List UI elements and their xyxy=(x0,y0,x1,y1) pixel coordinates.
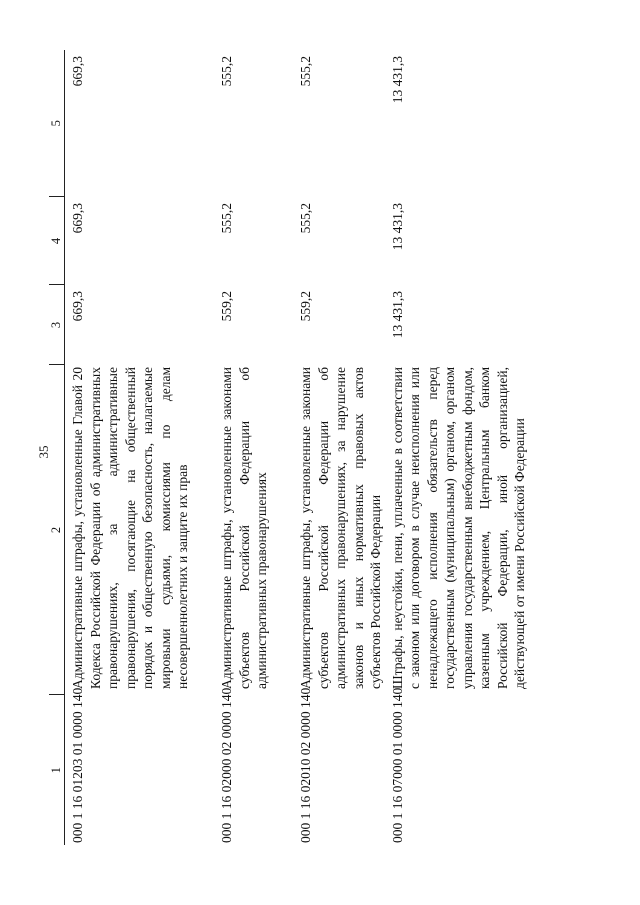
value-col5: 555,2 xyxy=(219,56,234,87)
value-col3: 559,2 xyxy=(298,291,313,322)
column-header-3: 3 xyxy=(49,285,65,365)
header-row xyxy=(49,50,65,845)
value-col5: 555,2 xyxy=(298,56,313,87)
value-col4: 555,2 xyxy=(219,203,234,234)
row-description: Административные штрафы, установленные законами субъектов Российской Федерации об административных правонарушениях, за нарушение законов и иных нормативных правовых актов субъектов Российской Федерации xyxy=(298,367,383,689)
budget-code: 000 1 16 01203 01 0000 140 xyxy=(70,687,85,843)
value-col4: 669,3 xyxy=(70,203,85,234)
value-col3: 669,3 xyxy=(70,291,85,322)
value-col5: 13 431,3 xyxy=(389,56,405,104)
value-col4: 555,2 xyxy=(298,203,313,234)
column-header-2: 2 xyxy=(49,365,65,695)
budget-code: 000 1 16 02000 02 0000 140 xyxy=(219,687,234,843)
row-description: Штрафы, неустойки, пени, уплаченные в соответствии с законом или договором в случае неисполнения или ненадлежащего исполнения обязательств перед государственным (муниципальным) органом, органом управления государственным внебюджетным фондом, казенным учреждением, Центральным банком Российской Федерации, иной организацией, действующей от имени Российской Федерации xyxy=(389,367,527,689)
column-header-4: 4 xyxy=(49,197,65,285)
table-row xyxy=(385,50,539,845)
value-col3: 559,2 xyxy=(219,291,234,322)
budget-code: 000 1 16 02010 02 0000 140 xyxy=(298,687,313,843)
table-row xyxy=(293,50,385,845)
column-header-5: 5 xyxy=(49,50,65,197)
row-description: Административные штрафы, установленные законами субъектов Российской Федерации об административных правонарушениях xyxy=(219,367,269,689)
value-col5: 669,3 xyxy=(70,56,85,87)
value-col4: 13 431,3 xyxy=(389,203,405,251)
column-header-1: 1 xyxy=(49,695,65,845)
budget-code: 000 1 16 07000 01 0000 140 xyxy=(389,687,405,843)
table-row xyxy=(214,50,293,845)
table-row xyxy=(65,50,215,845)
row-description: Административные штрафы, установленные Главой 20 Кодекса Российской Федерации об административных правонарушениях, за административные правонарушения, посягающие на общественный порядок и общественную безопасность, налагаемые мировыми судьями, комиссиями по делам несовершеннолетних и защите их прав xyxy=(70,367,190,689)
page-number: 35 xyxy=(36,445,51,459)
budget-table xyxy=(49,50,539,845)
value-col3: 13 431,3 xyxy=(389,291,405,339)
